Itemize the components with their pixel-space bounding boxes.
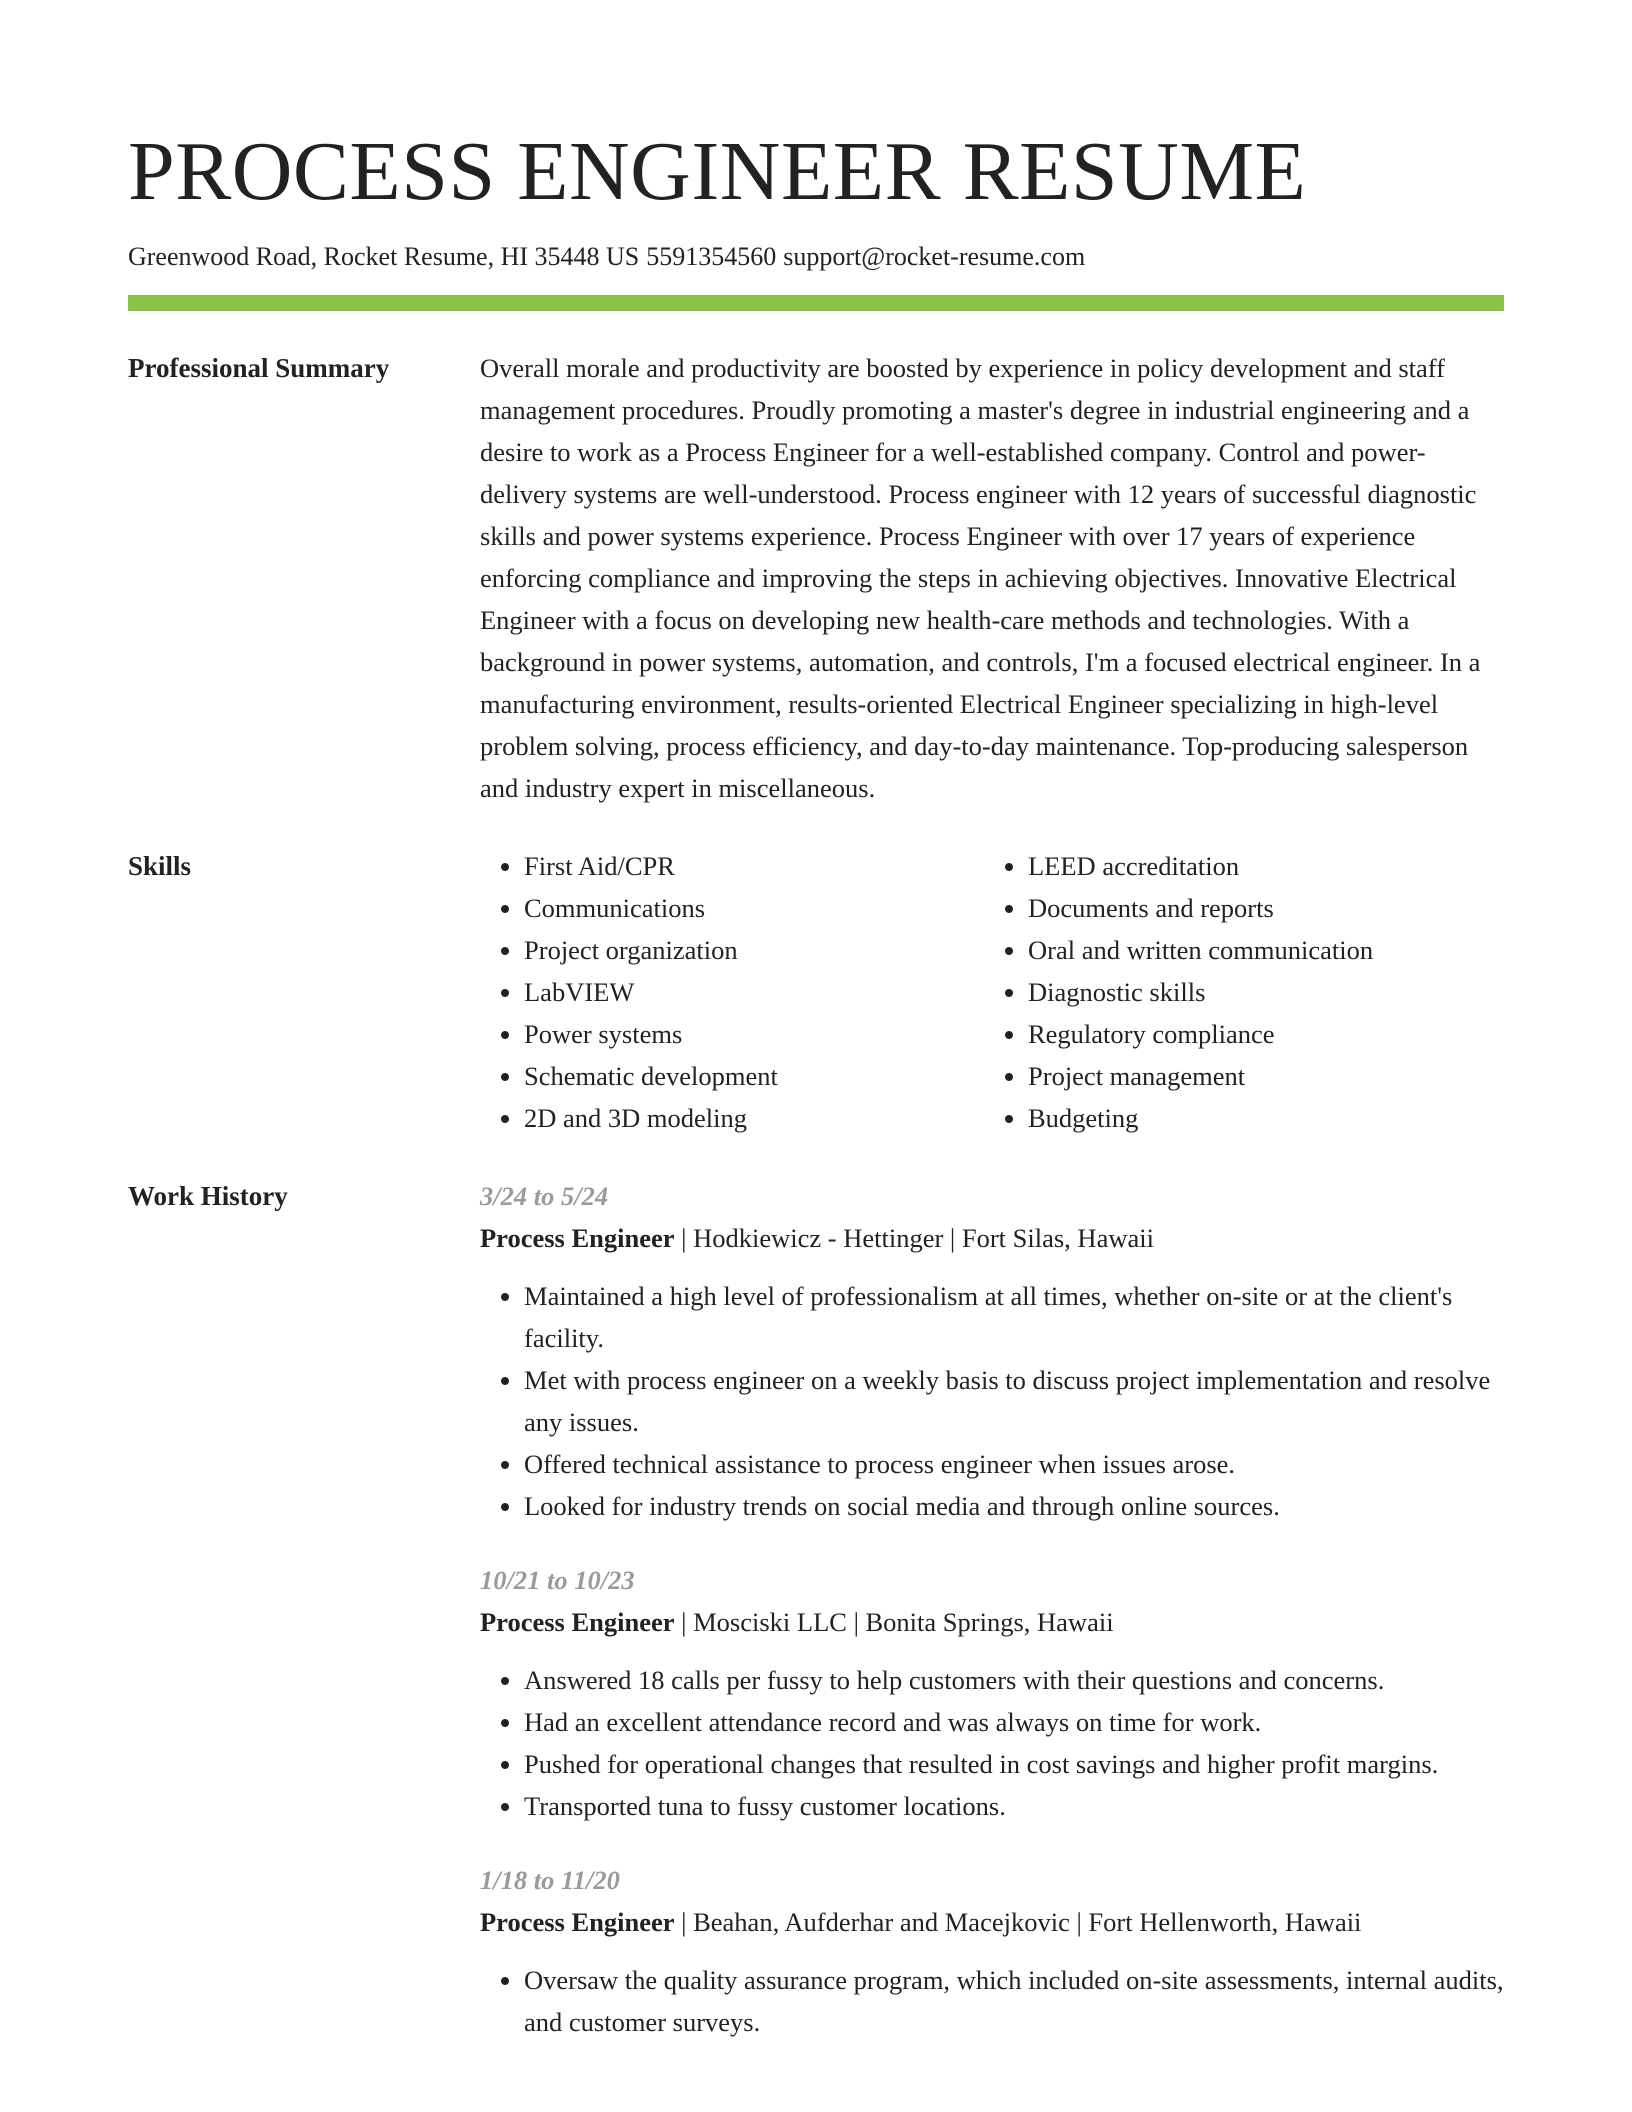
resume-page xyxy=(128,0,1504,2075)
skill-item: • Project management xyxy=(1028,1055,1373,1097)
job-dates: 1/18 to 11/20 xyxy=(480,1865,620,1895)
section-title-work-history: Work History xyxy=(128,1181,288,1211)
job-title: Process Engineer xyxy=(480,1223,675,1253)
job-bullet: • Maintained a high level of professionalism at all times, whether on-site or at the client's facility. xyxy=(524,1275,1504,1359)
section-title-skills: Skills xyxy=(128,851,192,881)
job-bullet: • Met with process engineer on a weekly basis to discuss project implementation and resolve any issues. xyxy=(524,1359,1504,1443)
contact-email[interactable]: support@rocket-resume.com xyxy=(783,242,1086,271)
job-bullet: • Had an excellent attendance record and was always on time for work. xyxy=(524,1701,1504,1743)
skill-item: • Schematic development xyxy=(524,1055,984,1097)
skills-column-right xyxy=(984,845,1373,1139)
job-employer-location: | Hodkiewicz - Hettinger | Fort Silas, Hawaii xyxy=(674,1223,1154,1253)
skill-item: • Diagnostic skills xyxy=(1028,971,1373,1013)
summary-text: Overall morale and productivity are boosted by experience in policy development and staff management procedures. Proudly promoting a master's degree in industrial engineering and a desire to work as a Process Engineer for a well-established company. Control and power-delivery systems are well-understood. Process engineer with 12 years of successful diagnostic skills and power systems experience. Process Engineer with over 17 years of experience enforcing compliance and improving the steps in achieving objectives. Innovative Electrical Engineer with a focus on developing new health-care methods and technologies. With a background in power systems, automation, and controls, I'm a focused electrical engineer. In a manufacturing environment, results-oriented Electrical Engineer specializing in high-level problem solving, process efficiency, and day-to-day maintenance. Top-producing salesperson and industry expert in miscellaneous. xyxy=(480,353,1481,803)
job-bullets xyxy=(480,1959,1504,2043)
header-divider xyxy=(128,295,1504,311)
resume-title: PROCESS ENGINEER RESUME xyxy=(128,125,1307,218)
skill-item: • Project organization xyxy=(524,929,984,971)
work-history-section xyxy=(128,1175,1504,2075)
job-bullet: • Pushed for operational changes that resulted in cost savings and higher profit margins. xyxy=(524,1743,1504,1785)
skill-item: • Power systems xyxy=(524,1013,984,1055)
job-bullet: • Transported tuna to fussy customer locations. xyxy=(524,1785,1504,1827)
contact-line xyxy=(128,240,1504,274)
skill-item: • First Aid/CPR xyxy=(524,845,984,887)
job-bullet: • Answered 18 calls per fussy to help customers with their questions and concerns. xyxy=(524,1659,1504,1701)
skill-item: • LabVIEW xyxy=(524,971,984,1013)
job-title: Process Engineer xyxy=(480,1607,675,1637)
job-entry xyxy=(480,1559,1504,1827)
job-bullets xyxy=(480,1659,1504,1827)
contact-phone: 5591354560 xyxy=(646,242,777,271)
job-bullet: • Looked for industry trends on social media and through online sources. xyxy=(524,1485,1504,1527)
job-employer-location: | Beahan, Aufderhar and Macejkovic | Fort Hellenworth, Hawaii xyxy=(674,1907,1362,1937)
skill-item: • LEED accreditation xyxy=(1028,845,1373,887)
skill-item: • Regulatory compliance xyxy=(1028,1013,1373,1055)
skill-item: • Oral and written communication xyxy=(1028,929,1373,971)
job-dates: 3/24 to 5/24 xyxy=(480,1181,609,1211)
job-heading xyxy=(480,1217,1504,1259)
skills-column-left xyxy=(480,845,984,1139)
jobs-list xyxy=(480,1175,1504,2075)
skill-item: • Documents and reports xyxy=(1028,887,1373,929)
skills-list xyxy=(480,845,1504,1139)
skill-item: • Budgeting xyxy=(1028,1097,1373,1139)
job-employer-location: | Mosciski LLC | Bonita Springs, Hawaii xyxy=(674,1607,1114,1637)
job-bullet: • Oversaw the quality assurance program, which included on-site assessments, internal audits, and customer surveys. xyxy=(524,1959,1504,2043)
summary-section xyxy=(128,347,1504,809)
job-heading xyxy=(480,1901,1504,1943)
job-entry xyxy=(480,1175,1504,1527)
job-bullets xyxy=(480,1275,1504,1527)
job-title: Process Engineer xyxy=(480,1907,675,1937)
skill-item: • Communications xyxy=(524,887,984,929)
skill-item: • 2D and 3D modeling xyxy=(524,1097,984,1139)
job-dates: 10/21 to 10/23 xyxy=(480,1565,635,1595)
job-entry xyxy=(480,1859,1504,2043)
contact-address: Greenwood Road, Rocket Resume, HI 35448 US xyxy=(128,242,640,271)
job-heading xyxy=(480,1601,1504,1643)
section-title-summary: Professional Summary xyxy=(128,353,390,383)
skills-section xyxy=(128,845,1504,1139)
job-bullet: • Offered technical assistance to process engineer when issues arose. xyxy=(524,1443,1504,1485)
